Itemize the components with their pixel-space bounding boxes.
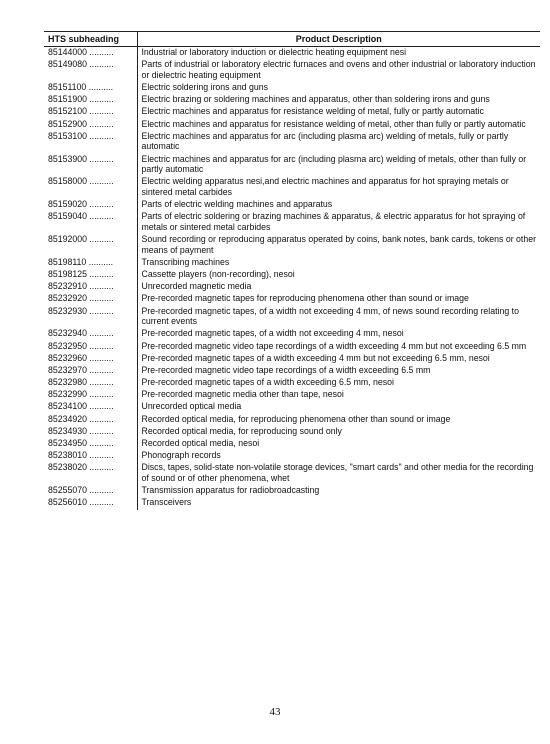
table-row <box>44 353 540 365</box>
hts-code-cell: 85159040 .......... <box>44 211 137 234</box>
hts-code-cell: 85232970 .......... <box>44 365 137 377</box>
product-description-cell: Pre-recorded magnetic video tape recordings of a width exceeding 4 mm but not exceeding 6.5 mm <box>141 340 527 351</box>
product-description-cell: Recorded optical media, nesoi <box>141 438 260 449</box>
header-product-description: Product Description <box>137 32 540 47</box>
product-description-cell: Phonograph records <box>141 450 221 461</box>
product-description-cell: Electric machines and apparatus for arc (including plasma arc) welding of metals, other than fully or partly automatic <box>141 153 527 175</box>
header-hts-subheading: HTS subheading <box>44 32 137 47</box>
product-description-cell: Pre-recorded magnetic video tape recordings of a width exceeding 6.5 mm <box>141 364 431 375</box>
table-row <box>44 450 540 462</box>
product-description-cell: Unrecorded magnetic media <box>141 281 252 292</box>
table-row <box>44 414 540 426</box>
product-description-cell: Electric soldering irons and guns <box>141 81 268 92</box>
hts-code-cell: 85198110 .......... <box>44 257 137 269</box>
table-row <box>44 497 540 509</box>
product-description-cell: Parts of industrial or laboratory electric furnaces and ovens and other industrial or laboratory induction or dielectric heating equipment <box>141 59 536 80</box>
product-description-cell: Electric brazing or soldering machines and apparatus, other than soldering irons and guns <box>141 94 490 105</box>
hts-code-cell: 85158000 .......... <box>44 176 137 199</box>
hts-code-cell: 85232920 .......... <box>44 293 137 305</box>
table-row <box>44 328 540 340</box>
table-row <box>44 306 540 329</box>
product-description-cell: Electric welding apparatus nesi,and electric machines and apparatus for hot spraying metals or sintered metal carbides <box>141 176 509 197</box>
table-row <box>44 119 540 131</box>
table-row <box>44 234 540 257</box>
product-description-cell: Pre-recorded magnetic media other than tape, nesoi <box>141 389 344 400</box>
hts-code-cell: 85234930 .......... <box>44 426 137 438</box>
table-body <box>44 47 540 510</box>
table-header-row <box>44 32 540 47</box>
hts-code-cell: 85151100 .......... <box>44 82 137 94</box>
table-row <box>44 401 540 413</box>
product-description-cell: Electric machines and apparatus for resistance welding of metal, other than fully or partly automatic <box>141 118 526 129</box>
table-row <box>44 106 540 118</box>
table-row <box>44 199 540 211</box>
page-number: 43 <box>269 706 281 718</box>
product-description-cell: Transmission apparatus for radiobroadcasting <box>141 485 320 496</box>
product-description-cell: Unrecorded optical media <box>141 401 242 412</box>
table-row <box>44 269 540 281</box>
hts-code-cell: 85232960 .......... <box>44 353 137 365</box>
table-row <box>44 389 540 401</box>
hts-code-cell: 85232990 .......... <box>44 389 137 401</box>
table-row <box>44 176 540 199</box>
product-description-cell: Parts of electric welding machines and apparatus <box>141 199 333 210</box>
hts-code-cell: 85153100 .......... <box>44 131 137 154</box>
product-description-cell: Pre-recorded magnetic tapes, of a width not exceeding 4 mm, of news sound recording relating to current events <box>141 305 519 327</box>
table-row <box>44 131 540 154</box>
hts-code-cell: 85256010 .......... <box>44 497 137 509</box>
table-row <box>44 341 540 353</box>
table-row <box>44 462 540 485</box>
hts-code-cell: 85234100 .......... <box>44 401 137 413</box>
hts-code-cell: 85234950 .......... <box>44 438 137 450</box>
table-row <box>44 94 540 106</box>
table-row <box>44 365 540 377</box>
product-description-cell: Pre-recorded magnetic tapes for reproducing phenomena other than sound or image <box>141 293 469 304</box>
hts-code-cell: 85234920 .......... <box>44 414 137 426</box>
hts-code-cell: 85198125 .......... <box>44 269 137 281</box>
table-row <box>44 485 540 497</box>
table-row <box>44 438 540 450</box>
hts-table <box>44 31 540 510</box>
table-row <box>44 211 540 234</box>
hts-code-cell: 85159020 .......... <box>44 199 137 211</box>
product-description-cell: Cassette players (non-recording), nesoi <box>141 269 295 279</box>
hts-code-cell: 85232930 .......... <box>44 306 137 329</box>
hts-code-cell: 85255070 .......... <box>44 485 137 497</box>
product-description-cell: Recorded optical media, for reproducing sound only <box>141 425 342 436</box>
product-description-cell: Pre-recorded magnetic tapes of a width exceeding 6.5 mm, nesoi <box>141 377 394 388</box>
table-row <box>44 426 540 438</box>
product-description-cell: Sound recording or reproducing apparatus operated by coins, bank notes, bank cards, tokens or other means of payment <box>141 234 536 255</box>
hts-code-cell: 85238020 .......... <box>44 462 137 485</box>
hts-code-cell: 85238010 .......... <box>44 450 137 462</box>
hts-code-cell: 85192000 .......... <box>44 234 137 257</box>
product-description-cell: Parts of electric soldering or brazing machines & apparatus, & electric apparatus for hot spraying of metals or sintered metal carbides <box>141 211 526 232</box>
table-row <box>44 47 540 60</box>
hts-code-cell: 85232950 .......... <box>44 341 137 353</box>
hts-code-cell: 85144000 .......... <box>44 47 137 60</box>
product-description-cell: Electric machines and apparatus for arc (including plasma arc) welding of metals, fully or partly automatic <box>141 130 509 152</box>
table-row <box>44 82 540 94</box>
hts-code-cell: 85232910 .......... <box>44 281 137 293</box>
table-row <box>44 257 540 269</box>
table-row <box>44 281 540 293</box>
product-description-cell: Transcribing machines <box>141 256 230 267</box>
table-row <box>44 154 540 177</box>
hts-code-cell: 85232940 .......... <box>44 328 137 340</box>
table-row <box>44 377 540 389</box>
product-description-cell: Pre-recorded magnetic tapes, of a width not exceeding 4 mm, nesoi <box>141 328 404 339</box>
hts-code-cell: 85151900 .......... <box>44 94 137 106</box>
hts-code-cell: 85232980 .......... <box>44 377 137 389</box>
hts-code-cell: 85149080 .......... <box>44 59 137 82</box>
product-description-cell: Transceivers <box>141 497 192 508</box>
product-description-cell: Recorded optical media, for reproducing phenomena other than sound or image <box>141 413 451 424</box>
hts-code-cell: 85153900 .......... <box>44 154 137 177</box>
product-description-cell: Discs, tapes, solid-state non-volatile storage devices, "smart cards" and other media for the recording of sound or of other phenomena, whet <box>141 462 534 483</box>
hts-code-cell: 85152100 .......... <box>44 106 137 118</box>
table-row <box>44 293 540 305</box>
product-description-cell: Electric machines and apparatus for resistance welding of metal, fully or partly automatic <box>141 106 484 117</box>
table-row <box>44 59 540 82</box>
hts-code-cell: 85152900 .......... <box>44 119 137 131</box>
product-description-cell: Pre-recorded magnetic tapes of a width exceeding 4 mm but not exceeding 6.5 mm, nesoi <box>141 352 490 363</box>
product-description-cell: Industrial or laboratory induction or dielectric heating equipment nesi <box>141 47 407 57</box>
